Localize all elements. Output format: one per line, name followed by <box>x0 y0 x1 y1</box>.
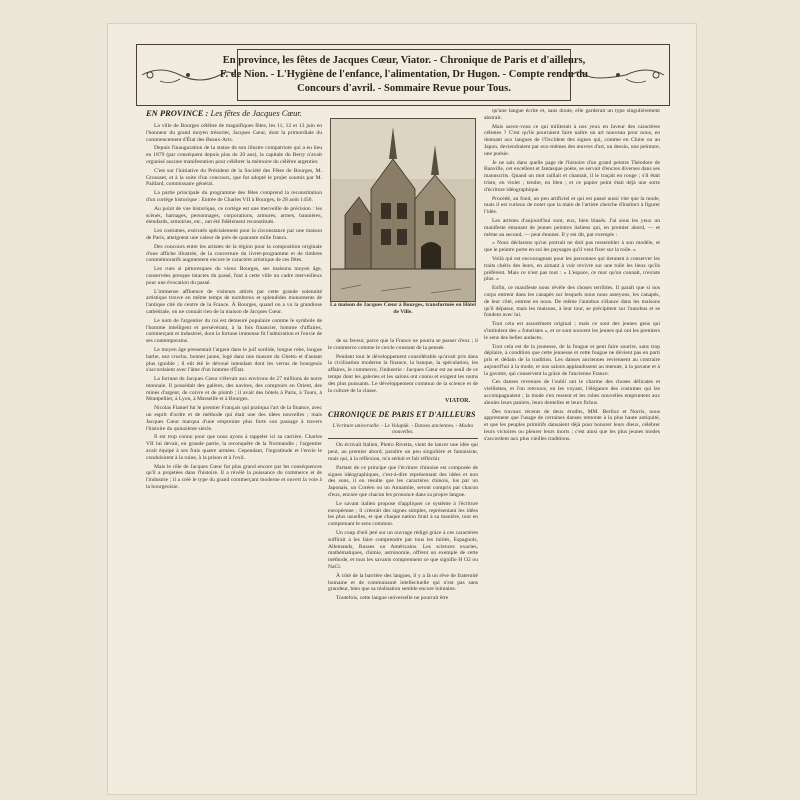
left-column-text <box>146 123 322 491</box>
house-of-jacques-coeur-engraving <box>330 118 476 302</box>
column-left <box>146 108 322 788</box>
paragraph: La fortune de Jacques Cœur s'élevait aux environs de 27 millions de notre monnaie. Il possédait des galères, des navires, des comptoirs en Orient, des mines d'argent, de cuivre et de plomb ; il avait des hôtels à Paris, à Tours, à Montpellier, à Lyon, à Marseille et à Bourges. <box>146 376 322 403</box>
paragraph: Les rues si pittoresques du vieux Bourges, ses maisons moyen âge, conservées presque intactes du passé, font à cette ville un cadre merveilleux pour une évocation du passé. <box>146 266 322 286</box>
paragraph: Il est trop connu pour que nous ayons à rappeler ici sa carrière. Charles VII lui devait, en grande partie, la reconquête de la Normandie ; l'argentier avait équipé à ses frais quatre armées. Cependant, l'ingratitude et l'envie le conduisirent à la ruine, à la prison et à l'exil. <box>146 434 322 461</box>
figure-caption: La maison de Jacques Cœur à Bourges, transformée en Hôtel de Ville. <box>330 302 476 315</box>
paragraph: Nicolas Flamel fut le premier Français qui pratiqua l'art de la finance, avec un esprit d'ordre et de méthode qui était une des idées nouvelles ; mais Jacques Cœur marqua d'une empreinte plus forte son passage à travers l'histoire du quinzième siècle. <box>146 405 322 432</box>
paragraph: qu'une langue écrite et, sans doute, elle garderait un type singulièrement abstrait. <box>484 108 660 121</box>
heading-title: EN PROVINCE : <box>146 108 209 118</box>
summary-line-1: En province, les fêtes de Jacques Cœur, Viator. - Chronique de Paris et d'ailleurs, <box>222 55 586 66</box>
paragraph: Enfin, ce manifeste nous révèle des choses terribles. Il paraît que si nos corps entrent dans les canapés sur lesquels nous nous asseyons, les canapés, de leur côté, entrent en nous. De même l'autobus s'élance dans les maisons qu'il dépasse, mais les maisons, à leur tour, se précipitent sur l'autobus et se fondent avec lui. <box>484 285 660 319</box>
section-heading-en-province <box>146 108 322 119</box>
paragraph: À côté de la barrière des langues, il y a là un rêve de fraternité humaine et de communauté intellectuelle qui n'est pas sans grandeur, bien que sa réalisation semble encore lointaine. <box>328 572 478 593</box>
paragraph: Les costumes, exécutés spécialement pour la circonstance par une maison de Paris, atteignent une valeur de près de quarante mille francs. <box>146 228 322 241</box>
paragraph: Mais le rôle de Jacques Cœur fut plus grand encore par les conséquences qu'il a projetées dans l'histoire. Il a révélé la puissance du commerce et de l'industrie ; il a créé le type du grand commerçant moderne et ouvert la voie à la bourgeoisie. <box>146 463 322 491</box>
paragraph: Voilà qui est encourageant pour les personnes qui tiennent à conserver les traits chéris des leurs, en aimant à voir revivre sur une toile les lieux qu'ils préfèrent. Mais ce n'est pas tout : « L'espace, ce mur qu'on connaît, n'existe plus. » <box>484 255 660 283</box>
paragraph: La ville de Bourges célèbre de magnifiques fêtes, les 11, 12 et 13 juin en l'honneur du grand moyen trésorier, Jacques Cœur, dont la primordiale du commencement d'État des Beaux-Arts. <box>146 123 322 143</box>
paragraph: On écrivait Italien, Pietro Rivetta, vient de lancer une idée qui peut, au premier abord, paraître un peu singulière et fantaisiste, mais qui, à la réflexion, m'a séduit et fait réfléchir. <box>328 442 478 462</box>
paragraph: Les artistes d'aujourd'hui sont, eux, bien blasés. J'ai sous les yeux un manifeste émanant de jeunes peintres italiens qui, en premier abord, — et même au second, — peut étonner. Il y est dit, par exemple : <box>484 217 660 238</box>
paragraph: Partant de ce principe que l'écriture chinoise est composée de signes idéographiques, c'est-à-dire représentant des idées et non des sons, il en résulte que les caractères chinois, lus par un Japonais, un Coréen ou un Annamite, seront compris par chacun d'eux, encore que chacun les prononce dans sa propre langue. <box>328 464 478 498</box>
paragraph: C'est sur l'initiative du Président de la Société des Fêtes de Bourges, M. Grousset, et à la suite d'un concours, que fut adopté le projet soumis par M. Paillard, commissaire général. <box>146 167 322 188</box>
section-summary: L'écriture universelle. - Le Volapük. - Danses anciennes. - Modes nouvelles. <box>332 423 474 436</box>
paragraph: de sa faveur, parce que la France ne pourra se passer d'eux ; il le commerce comme le cercle constant de la pensée. <box>328 338 478 351</box>
paragraph: Toutefois, cette langue universelle ne pourrait être <box>336 595 449 602</box>
right-scroll-ornament-icon <box>570 63 666 87</box>
paragraph: Au point de vue historique, ce cortège est une merveille de précision : les scènes, harnages, personnages, corporations, armures, armes, bannières, étendards, armoiries, etc., ont été fidèlement reconstitués. <box>146 205 322 226</box>
summary-box <box>220 49 588 101</box>
column-middle <box>328 338 478 788</box>
paragraph: Le nom de l'argentier du roi est demeuré populaire comme le symbole de l'homme intelligent et persévérant, à la fois financier, homme d'affaires, commerçant et industriel, dont la fortune immense fit l'admiration et l'envie de ses contemporains. <box>146 317 322 345</box>
summary-line-3: Concours d'avril. - Sommaire Revue pour Tous. <box>297 83 511 94</box>
paragraph: Je ne sais dans quelle page de l'histoire d'un grand peintre Théodore de Banville, cet excellent et fantasque poète, se servait d'encres diverses dans ses manuscrits. Quand un mot raillait et chantait, il le traçait en rouge ; s'il était triste, en violet ; tendre, en bleu ; et ce papier peint était déjà une sorte d'écriture idéographique. <box>484 159 660 193</box>
paragraph: Procédé, au fond, un peu artificiel et qui est passé aussi vite que la mode, mais il est curieux de noter que la main de l'artiste cherche d'instinct à figurer l'idée. <box>484 195 660 216</box>
paragraph: Un coup d'œil jeté sur un ouvrage rédigé grâce à ces caractères suffirait à les faire comprendre par tous les initiés, Espagnols, Allemands, Russes ou Américains. Les sciences exactes, mathématiques, chimie, astronomie, offrent un exemple de cette méthode, et tous les savants comprennent ce que signifie H O2 ou NaCl. <box>328 529 478 570</box>
paragraph: L'immense affluence de visiteurs attirés par cette grande solennité artistique trouve en même temps de nombreux et splendides monuments de l'antique cité du centre de la France. À Bourges, quand on a vu la grandiose cathédrale, on ne connaît rien de la maison de Jacques Cœur. <box>146 288 322 315</box>
summary-line-2: F. de Nion. - L'Hygiène de l'enfance, l'alimentation, Dr Hugon. - Compte rendu du <box>220 69 588 80</box>
paragraph: Tout cela est assurément original ; mais ce sont des jeunes gens qui s'intitulent des « futuristes », et ce sont souvent les jeunes qui ont les premiers le sens des belles audaces. <box>484 321 660 341</box>
paragraph: La partie principale du programme des fêtes comprend la reconstitution d'un cortège historique : Entrée de Charles VII à Bourges, le 28 août 1450. <box>146 190 322 203</box>
paragraph: « Nous déclarons qu'un portrait ne doit pas ressembler à son modèle, et que le peintre porte en soi les paysages qu'il veut fixer sur la toile. » <box>484 240 660 254</box>
paragraph: Des concours entre les artistes de la région pour la composition originale d'une affiche illustrée, de la couverture du livret-programme et de timbres commémoratifs augmentent encore le caractère artistique de ces fêtes. <box>146 243 322 264</box>
paragraph: Le savant italien propose d'appliquer ce système à l'écriture européenne ; il créerait des signes simples, représentant les idées les plus usuelles, et que chaque nation lirait à sa manière, tout en comprenant le sens commun. <box>328 500 478 528</box>
paragraph: Tout cela est de la jeunesse, de la fougue et peut faire sourire, sans trop déplaire, à condition que cette jeunesse et cette fougue ne dévient pas en parti pris et dédain de la tradition. Les danses anciennes reviennent au contraire aujourd'hui à la mode, et nos salons applaudissent au menuet, à la pavane et à la gavotte, qui conservent la grâce de l'ancienne France. <box>484 343 660 377</box>
divider <box>328 438 478 439</box>
building-illustration <box>331 119 475 301</box>
paragraph: Pendant tout le développement considérable qu'avait pris dans la civilisation moderne la finance, la banque, la spéculation, les affaires, le commerce, l'industrie : Jacques Cœur est au seuil de ce temps dont les galeries et les salons ont connu et exigent les noms des plus puissants. Le développement commun de la science et de la culture de la classe. <box>328 353 478 394</box>
section-heading-chronique: CHRONIQUE DE PARIS ET D'AILLEURS <box>328 410 476 420</box>
paragraph: Ces danses revenues de l'oubli ont le charme des choses délicates et vieillottes, et l'on retrouve, en les voyant, l'élégance des costumes qui les accompagnaient ; la mode s'en ressent et les robes nouvelles empruntent aux aïeules leurs paniers, leurs dentelles et leurs fichus. <box>484 379 660 406</box>
paragraph: Le moyen âge pressentait l'argent dans le juif sordide, longue robe, longue barbe, nez crochu, bonnet jaune, logé dans une masure du Ghetto et d'autant plus ignoble ; il eût été le dévoué intendant dont les vertus de bourgeois s'accordaient avec l'âme d'un homme d'État. <box>146 346 322 374</box>
heading-subtitle: Les fêtes de Jacques Cœur. <box>210 108 302 118</box>
paragraph: Depuis l'inauguration de la statue de son illustre compatriote qui a eu lieu en 1879 (par conséquent depuis plus de 20 ans), la capitale du Berry n'avait organisé aucune manifestation pour célébrer la mémoire du célèbre argentier. <box>146 145 322 165</box>
summary-header <box>136 44 670 106</box>
column-right <box>484 108 660 788</box>
author-signature: VIATOR. <box>445 398 470 405</box>
paragraph: Des travaux récents de deux érudits, MM. Berlioz et Norris, nous apprennent que l'usage de certaines danses remonte à la plus haute antiquité, et que les peuples primitifs dansaient déjà pour honorer leurs dieux, célébrer leurs victoires ou pleurer leurs morts ; c'est ainsi que les plus jeunes modes s'accordent aux plus vieilles traditions. <box>484 408 660 442</box>
paragraph: Mais savez-vous ce qui militerait à nos yeux en faveur des caractères célestes ? C'est qu'ils pourraient faire naître un art nouveau pour nous, en donnant aux langues de l'Occident des signes qui, comme en Chine ou au Japon, deviendraient par eux-mêmes des œuvres d'art, un dessin, une peinture, une poésie. <box>484 123 660 157</box>
